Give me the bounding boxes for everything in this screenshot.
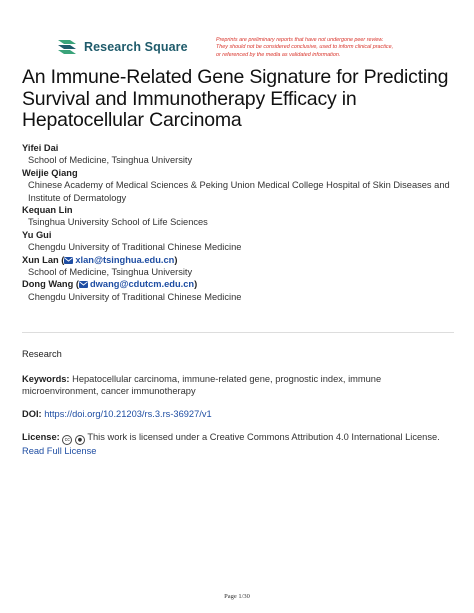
author-email: dwang@cdutcm.edu.cn [89, 279, 195, 290]
paper-title [22, 67, 462, 132]
author-name: Dong Wang [22, 279, 74, 290]
article-type: Research [22, 349, 62, 359]
author-email-link[interactable] [79, 279, 194, 289]
author-affiliation: Tsinghua University School of Life Sciences [28, 217, 208, 228]
doi-link[interactable]: https://doi.org/10.21203/rs.3.rs-36927/v1 [44, 409, 212, 419]
disclaimer-line: They should not be considered conclusive, used to inform clinical practice, [216, 44, 394, 51]
license-text: This work is licensed under a Creative Commons Attribution 4.0 International License. [87, 432, 440, 442]
author-list [22, 142, 462, 303]
author-name-with-email: Xun Lan ( xlan@tsinghua.edu.cn) [22, 254, 178, 265]
disclaimer-line: Preprints are preliminary reports that have not undergone peer review. [216, 37, 384, 43]
author-name: Yu Gui [22, 229, 52, 240]
creative-commons-icon: cc [62, 435, 72, 445]
author-name: Kequan Lin [22, 205, 73, 216]
attribution-icon: ● [75, 435, 85, 445]
author-entry [22, 204, 462, 229]
title-line: An Immune-Related Gene Signature for Predicting [22, 66, 449, 88]
section-divider [22, 332, 454, 333]
author-entry [22, 167, 462, 204]
logo-text: Research Square [84, 40, 188, 54]
author-affiliation: School of Medicine, Tsinghua University [28, 155, 193, 166]
envelope-icon [79, 281, 88, 288]
page-header [0, 0, 474, 60]
author-email: xlan@tsinghua.edu.cn [75, 254, 175, 265]
title-line: Hepatocellular Carcinoma [22, 109, 242, 131]
author-name-with-email: Dong Wang ( dwang@cdutcm.edu.cn) [22, 279, 198, 290]
keywords-text: Hepatocellular carcinoma, immune-related gene, prognostic index, immune microenvironment, cancer immunotherapy [22, 374, 382, 397]
doi-block [22, 408, 454, 420]
keywords-label: Keywords: [22, 374, 70, 384]
author-entry [22, 142, 462, 167]
author-entry [22, 229, 462, 254]
doi-label: DOI: [22, 409, 42, 419]
keywords-block [22, 373, 454, 398]
research-square-logo[interactable] [56, 38, 188, 56]
page-number: Page 1/30 [224, 593, 250, 600]
research-square-logo-icon [56, 38, 78, 56]
author-email-link[interactable] [64, 255, 174, 265]
preprint-disclaimer [216, 37, 456, 59]
author-name: Yifei Dai [22, 143, 59, 153]
author-affiliation: School of Medicine, Tsinghua University [28, 267, 193, 278]
title-line: Survival and Immunotherapy Efficacy in [22, 87, 357, 110]
license-label: License: [22, 432, 60, 442]
author-entry [22, 278, 462, 303]
license-block [22, 431, 454, 457]
envelope-icon [64, 257, 73, 264]
author-name: Xun Lan [22, 254, 59, 265]
author-affiliation: Chinese Academy of Medical Sciences & Peking Union Medical College Hospital of Skin Diseases and Institute of Dermatology [28, 180, 450, 203]
author-affiliation: Chengdu University of Traditional Chinese Medicine [28, 291, 242, 302]
disclaimer-line: or referenced by the media as validated information. [216, 51, 341, 58]
author-affiliation: Chengdu University of Traditional Chinese Medicine [28, 242, 242, 253]
author-entry [22, 254, 462, 279]
read-full-license-link[interactable]: Read Full License [22, 446, 97, 456]
author-name: Weijie Qiang [22, 167, 78, 178]
